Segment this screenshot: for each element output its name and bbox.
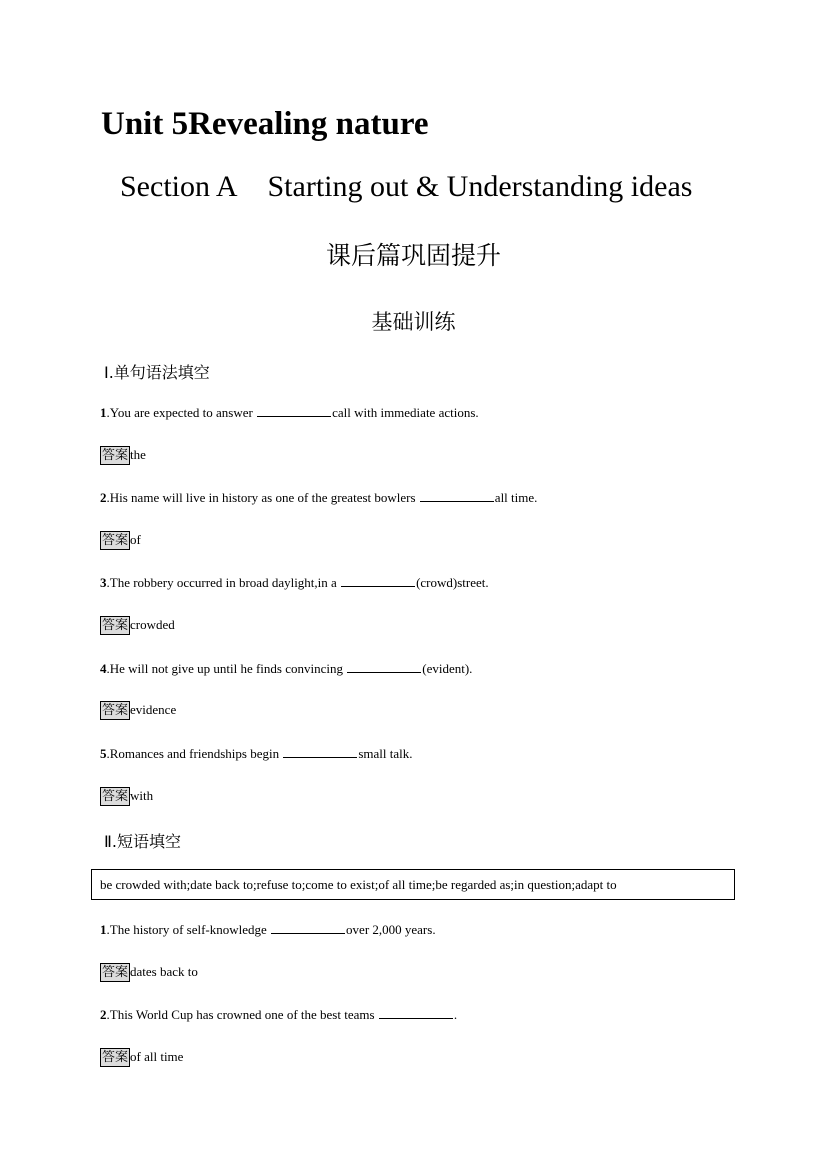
part1-question-5: 5.Romances and friendships begin small talk. <box>100 746 413 761</box>
answer-blank <box>347 661 421 673</box>
answer-label: 答案 <box>102 965 129 980</box>
part2-question-1: 1.The history of self-knowledge over 2,000 years. <box>100 922 436 937</box>
part2-question-2: 2.This World Cup has crowned one of the best teams . <box>100 1007 458 1022</box>
part1-answer-5: 答案 with <box>102 788 154 804</box>
answer-label: 答案 <box>102 533 129 548</box>
page-subtitle: 课后篇巩固提升 <box>325 241 501 270</box>
part2-answer-1: 答案 dates back to <box>102 964 198 980</box>
part1-question-2: 2.His name will live in history as one of the greatest bowlers all time. <box>100 490 538 505</box>
part1-answer-2: 答案 of <box>102 532 141 548</box>
basic-training-heading: 基础训练 <box>371 310 456 334</box>
answer-blank <box>257 405 331 417</box>
part1-answer-1: 答案 the <box>102 447 146 463</box>
part1-title: Ⅰ.单句语法填空 <box>104 363 210 382</box>
word-bank: be crowded with;date back to;refuse to;come to exist;of all time;be regarded as;in question;adapt to <box>91 869 735 900</box>
section-name: Starting out & Understanding ideas <box>267 170 693 203</box>
part1-question-1: 1.You are expected to answer call with immediate actions. <box>100 405 479 420</box>
part1-answer-3: 答案 crowded <box>102 617 175 633</box>
unit-title: Unit 5Revealing nature <box>101 106 429 142</box>
answer-blank <box>341 575 415 587</box>
answer-label: 答案 <box>102 1050 129 1065</box>
part1-answer-4: 答案 evidence <box>102 702 177 718</box>
answer-blank <box>420 490 494 502</box>
answer-label: 答案 <box>102 448 129 463</box>
section-label: Section A <box>120 170 238 203</box>
answer-blank <box>379 1007 453 1019</box>
answer-label: 答案 <box>102 618 129 633</box>
answer-label: 答案 <box>102 789 129 804</box>
answer-blank <box>283 746 357 758</box>
answer-blank <box>271 922 345 934</box>
part1-question-3: 3.The robbery occurred in broad daylight,in a (crowd)street. <box>100 575 489 590</box>
part1-question-4: 4.He will not give up until he finds convincing (evident). <box>100 661 473 676</box>
part2-answer-2: 答案 of all time <box>102 1049 184 1065</box>
part2-title: Ⅱ.短语填空 <box>104 832 181 851</box>
section-title <box>120 170 692 204</box>
answer-label: 答案 <box>102 703 129 718</box>
